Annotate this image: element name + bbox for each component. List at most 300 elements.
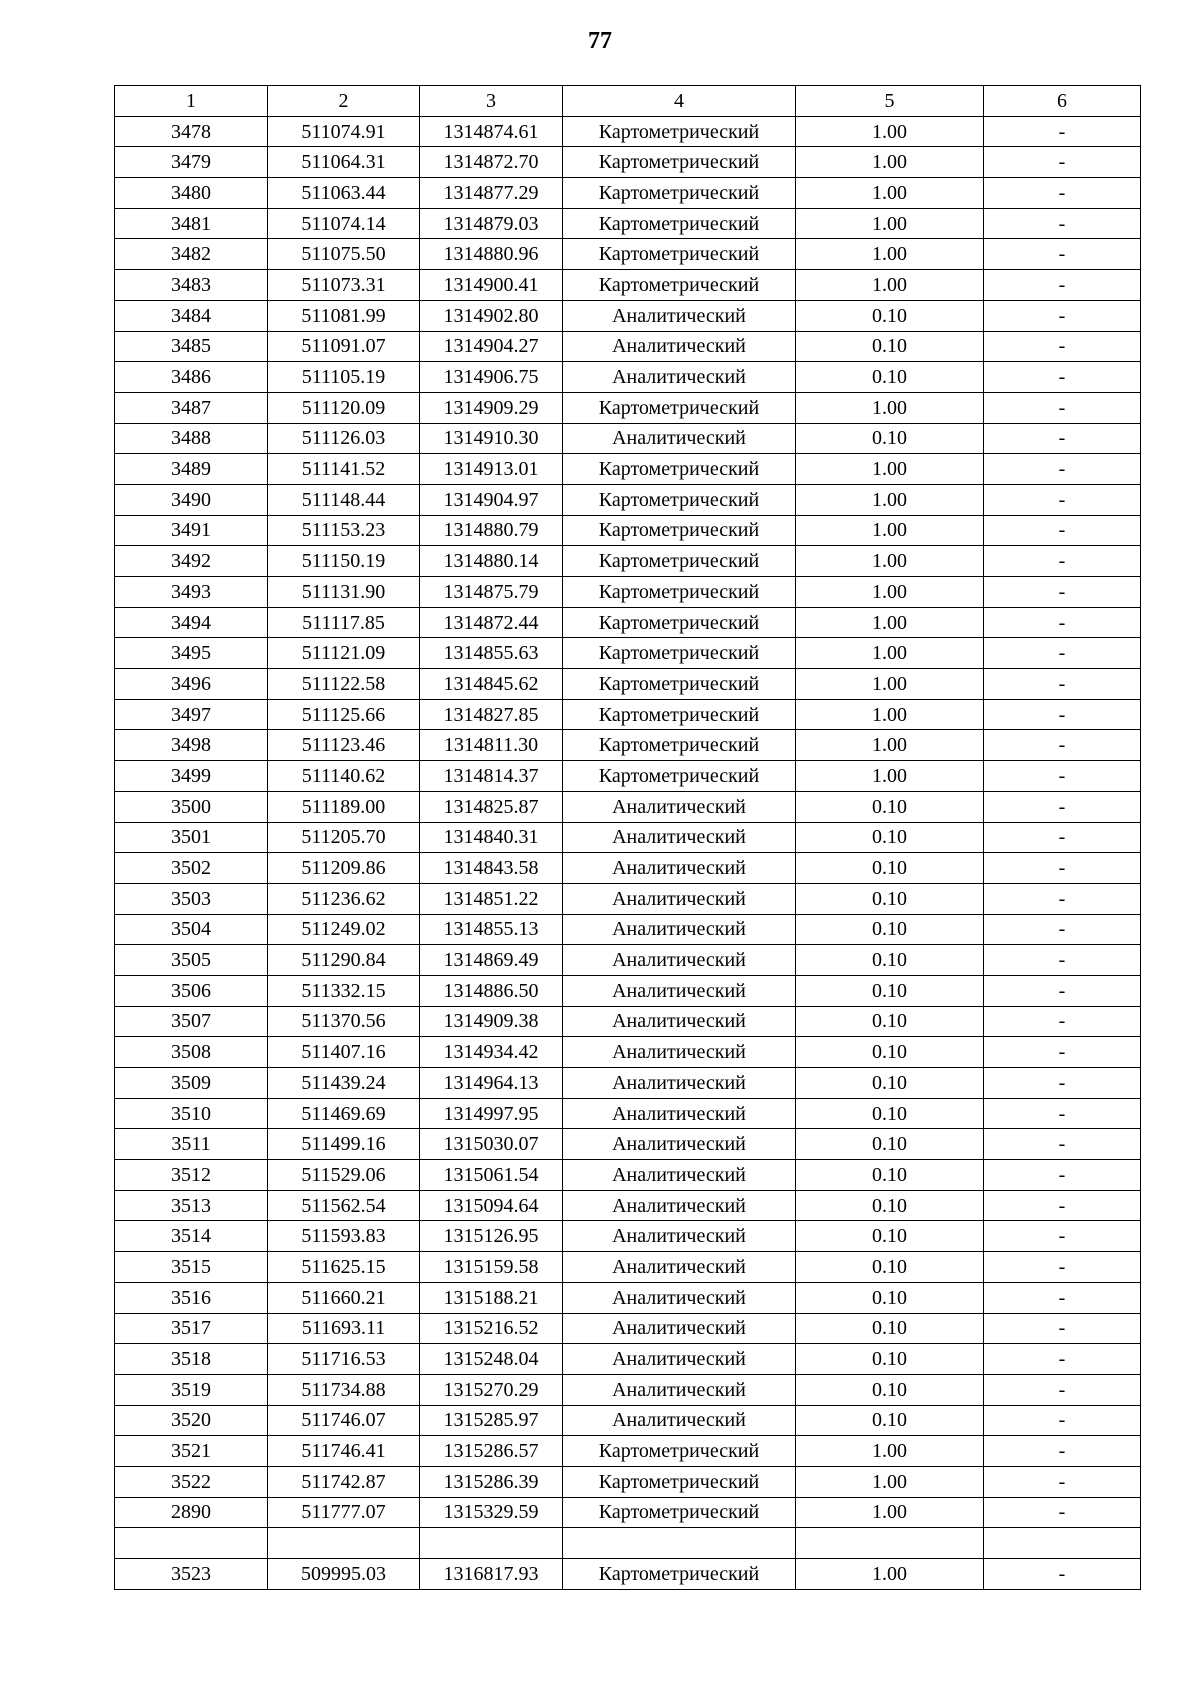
note-cell: -: [984, 1252, 1141, 1283]
point-number-cell: 3519: [115, 1374, 268, 1405]
table-row: [115, 300, 1141, 331]
y-coordinate-cell: 1314964.13: [420, 1068, 563, 1099]
y-coordinate-cell: 1314851.22: [420, 883, 563, 914]
note-cell: -: [984, 883, 1141, 914]
x-coordinate-cell: 511081.99: [268, 300, 420, 331]
x-coordinate-cell: 511499.16: [268, 1129, 420, 1160]
accuracy-cell: 1.00: [796, 454, 984, 485]
y-coordinate-cell: 1314843.58: [420, 853, 563, 884]
x-coordinate-cell: 509995.03: [268, 1559, 420, 1590]
accuracy-cell: 1.00: [796, 699, 984, 730]
table-row: [115, 116, 1141, 147]
note-cell: -: [984, 1129, 1141, 1160]
table-row: [115, 1374, 1141, 1405]
method-cell: Аналитический: [563, 975, 796, 1006]
accuracy-cell: 0.10: [796, 1405, 984, 1436]
table-row: [115, 669, 1141, 700]
method-cell: Аналитический: [563, 914, 796, 945]
point-number-cell: 3522: [115, 1466, 268, 1497]
method-cell: Аналитический: [563, 1098, 796, 1129]
x-coordinate-cell: 511131.90: [268, 577, 420, 608]
x-coordinate-cell: 511742.87: [268, 1466, 420, 1497]
point-number-cell: 3516: [115, 1282, 268, 1313]
accuracy-cell: 0.10: [796, 1068, 984, 1099]
note-cell: -: [984, 638, 1141, 669]
y-coordinate-cell: 1314906.75: [420, 362, 563, 393]
point-number-cell: 3506: [115, 975, 268, 1006]
y-coordinate-cell: 1314872.70: [420, 147, 563, 178]
method-cell: Аналитический: [563, 853, 796, 884]
y-coordinate-cell: 1314877.29: [420, 178, 563, 209]
x-coordinate-cell: 511625.15: [268, 1252, 420, 1283]
point-number-cell: 3495: [115, 638, 268, 669]
x-coordinate-cell: 511073.31: [268, 270, 420, 301]
x-coordinate-cell: 511140.62: [268, 761, 420, 792]
method-cell: Аналитический: [563, 945, 796, 976]
y-coordinate-cell: 1315030.07: [420, 1129, 563, 1160]
x-coordinate-cell: 511091.07: [268, 331, 420, 362]
method-cell: Аналитический: [563, 822, 796, 853]
x-coordinate-cell: 511141.52: [268, 454, 420, 485]
y-coordinate-cell: 1314904.97: [420, 484, 563, 515]
y-coordinate-cell: 1315270.29: [420, 1374, 563, 1405]
x-coordinate-cell: 511125.66: [268, 699, 420, 730]
note-cell: -: [984, 362, 1141, 393]
point-number-cell: [115, 1528, 268, 1559]
note-cell: -: [984, 1098, 1141, 1129]
x-coordinate-cell: 511074.91: [268, 116, 420, 147]
table-row: [115, 1436, 1141, 1467]
x-coordinate-cell: 511734.88: [268, 1374, 420, 1405]
point-number-cell: 3504: [115, 914, 268, 945]
method-cell: Картометрический: [563, 546, 796, 577]
accuracy-cell: 0.10: [796, 1129, 984, 1160]
page-number: 77: [588, 28, 612, 54]
y-coordinate-cell: 1314909.29: [420, 392, 563, 423]
table-row: [115, 945, 1141, 976]
method-cell: Картометрический: [563, 392, 796, 423]
point-number-cell: 3497: [115, 699, 268, 730]
table-row: [115, 546, 1141, 577]
y-coordinate-cell: 1314880.79: [420, 515, 563, 546]
x-coordinate-cell: 511121.09: [268, 638, 420, 669]
y-coordinate-cell: 1314845.62: [420, 669, 563, 700]
table-row: [115, 147, 1141, 178]
note-cell: -: [984, 1559, 1141, 1590]
y-coordinate-cell: 1314909.38: [420, 1006, 563, 1037]
note-cell: -: [984, 730, 1141, 761]
point-number-cell: 2890: [115, 1497, 268, 1528]
note-cell: -: [984, 1160, 1141, 1191]
accuracy-cell: 0.10: [796, 1037, 984, 1068]
point-number-cell: 3482: [115, 239, 268, 270]
point-number-cell: 3515: [115, 1252, 268, 1283]
note-cell: -: [984, 239, 1141, 270]
table-row: [115, 577, 1141, 608]
note-cell: -: [984, 1190, 1141, 1221]
point-number-cell: 3523: [115, 1559, 268, 1590]
accuracy-cell: 1.00: [796, 116, 984, 147]
y-coordinate-cell: 1314874.61: [420, 116, 563, 147]
method-cell: Картометрический: [563, 208, 796, 239]
method-cell: Аналитический: [563, 423, 796, 454]
point-number-cell: 3520: [115, 1405, 268, 1436]
y-coordinate-cell: 1314997.95: [420, 1098, 563, 1129]
table-row: [115, 208, 1141, 239]
point-number-cell: 3513: [115, 1190, 268, 1221]
accuracy-cell: 1.00: [796, 1497, 984, 1528]
point-number-cell: 3512: [115, 1160, 268, 1191]
table-row: [115, 853, 1141, 884]
table-row: [115, 178, 1141, 209]
y-coordinate-cell: 1315159.58: [420, 1252, 563, 1283]
table-row: [115, 822, 1141, 853]
accuracy-cell: 0.10: [796, 1282, 984, 1313]
point-number-cell: 3507: [115, 1006, 268, 1037]
y-coordinate-cell: 1315329.59: [420, 1497, 563, 1528]
table-row: [115, 1282, 1141, 1313]
point-number-cell: 3505: [115, 945, 268, 976]
y-coordinate-cell: 1314902.80: [420, 300, 563, 331]
x-coordinate-cell: 511249.02: [268, 914, 420, 945]
accuracy-cell: 1.00: [796, 147, 984, 178]
accuracy-cell: 1.00: [796, 178, 984, 209]
point-number-cell: 3510: [115, 1098, 268, 1129]
table-body: [115, 116, 1141, 1589]
accuracy-cell: 0.10: [796, 1252, 984, 1283]
accuracy-cell: 1.00: [796, 761, 984, 792]
table-row: [115, 607, 1141, 638]
x-coordinate-cell: 511150.19: [268, 546, 420, 577]
accuracy-cell: 1.00: [796, 515, 984, 546]
y-coordinate-cell: 1315188.21: [420, 1282, 563, 1313]
y-coordinate-cell: 1314904.27: [420, 331, 563, 362]
point-number-cell: 3517: [115, 1313, 268, 1344]
y-coordinate-cell: 1314910.30: [420, 423, 563, 454]
accuracy-cell: 1.00: [796, 270, 984, 301]
x-coordinate-cell: 511290.84: [268, 945, 420, 976]
x-coordinate-cell: 511205.70: [268, 822, 420, 853]
point-number-cell: 3501: [115, 822, 268, 853]
x-coordinate-cell: 511439.24: [268, 1068, 420, 1099]
point-number-cell: 3514: [115, 1221, 268, 1252]
x-coordinate-cell: 511189.00: [268, 791, 420, 822]
method-cell: Картометрический: [563, 116, 796, 147]
accuracy-cell: 1.00: [796, 638, 984, 669]
note-cell: -: [984, 1436, 1141, 1467]
y-coordinate-cell: 1315094.64: [420, 1190, 563, 1221]
method-cell: Аналитический: [563, 331, 796, 362]
accuracy-cell: 0.10: [796, 1160, 984, 1191]
method-cell: Аналитический: [563, 1221, 796, 1252]
column-header: 1: [115, 86, 268, 117]
note-cell: -: [984, 822, 1141, 853]
point-number-cell: 3494: [115, 607, 268, 638]
note-cell: -: [984, 975, 1141, 1006]
y-coordinate-cell: 1314811.30: [420, 730, 563, 761]
method-cell: Картометрический: [563, 577, 796, 608]
table-row: [115, 1252, 1141, 1283]
table-row: [115, 914, 1141, 945]
method-cell: Картометрический: [563, 147, 796, 178]
x-coordinate-cell: 511777.07: [268, 1497, 420, 1528]
y-coordinate-cell: 1314840.31: [420, 822, 563, 853]
table-row: [115, 1559, 1141, 1590]
accuracy-cell: 0.10: [796, 1098, 984, 1129]
method-cell: Картометрический: [563, 484, 796, 515]
point-number-cell: 3499: [115, 761, 268, 792]
method-cell: Картометрический: [563, 761, 796, 792]
note-cell: -: [984, 914, 1141, 945]
point-number-cell: 3486: [115, 362, 268, 393]
method-cell: Картометрический: [563, 515, 796, 546]
x-coordinate-cell: 511209.86: [268, 853, 420, 884]
accuracy-cell: 0.10: [796, 300, 984, 331]
column-header: 6: [984, 86, 1141, 117]
coordinates-table: [114, 85, 1141, 1590]
x-coordinate-cell: 511716.53: [268, 1344, 420, 1375]
note-cell: -: [984, 699, 1141, 730]
accuracy-cell: 0.10: [796, 1313, 984, 1344]
method-cell: Аналитический: [563, 791, 796, 822]
accuracy-cell: 1.00: [796, 208, 984, 239]
x-coordinate-cell: 511064.31: [268, 147, 420, 178]
y-coordinate-cell: 1315248.04: [420, 1344, 563, 1375]
x-coordinate-cell: 511126.03: [268, 423, 420, 454]
note-cell: -: [984, 853, 1141, 884]
accuracy-cell: 1.00: [796, 1466, 984, 1497]
point-number-cell: 3500: [115, 791, 268, 822]
x-coordinate-cell: 511370.56: [268, 1006, 420, 1037]
x-coordinate-cell: 511120.09: [268, 392, 420, 423]
accuracy-cell: 0.10: [796, 1006, 984, 1037]
y-coordinate-cell: 1314855.13: [420, 914, 563, 945]
note-cell: -: [984, 392, 1141, 423]
point-number-cell: 3479: [115, 147, 268, 178]
method-cell: Аналитический: [563, 1252, 796, 1283]
table-row: [115, 362, 1141, 393]
accuracy-cell: 0.10: [796, 822, 984, 853]
y-coordinate-cell: 1314872.44: [420, 607, 563, 638]
method-cell: Картометрический: [563, 270, 796, 301]
note-cell: -: [984, 607, 1141, 638]
x-coordinate-cell: 511469.69: [268, 1098, 420, 1129]
x-coordinate-cell: 511075.50: [268, 239, 420, 270]
accuracy-cell: 0.10: [796, 853, 984, 884]
table-row: [115, 270, 1141, 301]
table-header-row: [115, 86, 1141, 117]
method-cell: Аналитический: [563, 1405, 796, 1436]
point-number-cell: 3488: [115, 423, 268, 454]
x-coordinate-cell: 511105.19: [268, 362, 420, 393]
accuracy-cell: 1.00: [796, 730, 984, 761]
y-coordinate-cell: 1314880.14: [420, 546, 563, 577]
point-number-cell: 3491: [115, 515, 268, 546]
accuracy-cell: 1.00: [796, 484, 984, 515]
table-row: [115, 1129, 1141, 1160]
x-coordinate-cell: 511746.41: [268, 1436, 420, 1467]
point-number-cell: 3493: [115, 577, 268, 608]
note-cell: -: [984, 577, 1141, 608]
method-cell: Аналитический: [563, 300, 796, 331]
table-row: [115, 1344, 1141, 1375]
note-cell: -: [984, 1405, 1141, 1436]
note-cell: -: [984, 1374, 1141, 1405]
table-row: [115, 1068, 1141, 1099]
point-number-cell: 3511: [115, 1129, 268, 1160]
table-row: [115, 883, 1141, 914]
note-cell: -: [984, 1006, 1141, 1037]
note-cell: -: [984, 1344, 1141, 1375]
note-cell: -: [984, 1221, 1141, 1252]
point-number-cell: 3508: [115, 1037, 268, 1068]
table-row: [115, 791, 1141, 822]
x-coordinate-cell: 511693.11: [268, 1313, 420, 1344]
accuracy-cell: 1.00: [796, 1436, 984, 1467]
table-row: [115, 975, 1141, 1006]
table-row: [115, 638, 1141, 669]
point-number-cell: 3480: [115, 178, 268, 209]
accuracy-cell: 0.10: [796, 791, 984, 822]
method-cell: Аналитический: [563, 883, 796, 914]
table-row: [115, 1098, 1141, 1129]
point-number-cell: 3490: [115, 484, 268, 515]
y-coordinate-cell: 1315286.39: [420, 1466, 563, 1497]
point-number-cell: 3503: [115, 883, 268, 914]
note-cell: -: [984, 484, 1141, 515]
accuracy-cell: 0.10: [796, 914, 984, 945]
method-cell: Аналитический: [563, 1344, 796, 1375]
method-cell: Аналитический: [563, 1190, 796, 1221]
y-coordinate-cell: 1314886.50: [420, 975, 563, 1006]
x-coordinate-cell: 511746.07: [268, 1405, 420, 1436]
method-cell: Картометрический: [563, 1436, 796, 1467]
table-row: [115, 239, 1141, 270]
y-coordinate-cell: 1314934.42: [420, 1037, 563, 1068]
table-row: [115, 1405, 1141, 1436]
note-cell: -: [984, 454, 1141, 485]
y-coordinate-cell: 1314875.79: [420, 577, 563, 608]
column-header: 4: [563, 86, 796, 117]
x-coordinate-cell: 511063.44: [268, 178, 420, 209]
table-row: [115, 1313, 1141, 1344]
accuracy-cell: 1.00: [796, 1559, 984, 1590]
note-cell: -: [984, 761, 1141, 792]
y-coordinate-cell: 1316817.93: [420, 1559, 563, 1590]
note-cell: -: [984, 116, 1141, 147]
method-cell: Аналитический: [563, 1068, 796, 1099]
accuracy-cell: 1.00: [796, 607, 984, 638]
accuracy-cell: 1.00: [796, 546, 984, 577]
accuracy-cell: 1.00: [796, 577, 984, 608]
point-number-cell: 3502: [115, 853, 268, 884]
note-cell: -: [984, 147, 1141, 178]
method-cell: Аналитический: [563, 1374, 796, 1405]
y-coordinate-cell: 1314814.37: [420, 761, 563, 792]
method-cell: Картометрический: [563, 1466, 796, 1497]
point-number-cell: 3498: [115, 730, 268, 761]
accuracy-cell: 0.10: [796, 883, 984, 914]
table-row: [115, 392, 1141, 423]
accuracy-cell: 0.10: [796, 975, 984, 1006]
note-cell: -: [984, 178, 1141, 209]
x-coordinate-cell: 511332.15: [268, 975, 420, 1006]
note-cell: -: [984, 1466, 1141, 1497]
note-cell: -: [984, 1313, 1141, 1344]
table-row: [115, 761, 1141, 792]
method-cell: Картометрический: [563, 607, 796, 638]
note-cell: -: [984, 270, 1141, 301]
x-coordinate-cell: 511529.06: [268, 1160, 420, 1191]
point-number-cell: 3484: [115, 300, 268, 331]
method-cell: Картометрический: [563, 1559, 796, 1590]
note-cell: -: [984, 423, 1141, 454]
y-coordinate-cell: 1314900.41: [420, 270, 563, 301]
note-cell: -: [984, 331, 1141, 362]
accuracy-cell: [796, 1528, 984, 1559]
y-coordinate-cell: 1314827.85: [420, 699, 563, 730]
method-cell: Аналитический: [563, 1160, 796, 1191]
point-number-cell: 3485: [115, 331, 268, 362]
y-coordinate-cell: 1314880.96: [420, 239, 563, 270]
note-cell: -: [984, 1037, 1141, 1068]
x-coordinate-cell: 511117.85: [268, 607, 420, 638]
x-coordinate-cell: 511148.44: [268, 484, 420, 515]
y-coordinate-cell: 1314855.63: [420, 638, 563, 669]
point-number-cell: 3489: [115, 454, 268, 485]
table-row: [115, 1006, 1141, 1037]
table-row: [115, 1466, 1141, 1497]
y-coordinate-cell: [420, 1528, 563, 1559]
y-coordinate-cell: 1314825.87: [420, 791, 563, 822]
table-row: [115, 1221, 1141, 1252]
accuracy-cell: 0.10: [796, 1374, 984, 1405]
y-coordinate-cell: 1315285.97: [420, 1405, 563, 1436]
y-coordinate-cell: 1315286.57: [420, 1436, 563, 1467]
table-row: [115, 730, 1141, 761]
accuracy-cell: 0.10: [796, 1190, 984, 1221]
point-number-cell: 3492: [115, 546, 268, 577]
accuracy-cell: 0.10: [796, 1344, 984, 1375]
method-cell: Аналитический: [563, 1282, 796, 1313]
note-cell: [984, 1528, 1141, 1559]
accuracy-cell: 0.10: [796, 423, 984, 454]
point-number-cell: 3483: [115, 270, 268, 301]
y-coordinate-cell: 1315061.54: [420, 1160, 563, 1191]
note-cell: -: [984, 1497, 1141, 1528]
accuracy-cell: 0.10: [796, 331, 984, 362]
method-cell: Картометрический: [563, 699, 796, 730]
accuracy-cell: 0.10: [796, 362, 984, 393]
x-coordinate-cell: 511593.83: [268, 1221, 420, 1252]
column-header: 3: [420, 86, 563, 117]
point-number-cell: 3478: [115, 116, 268, 147]
note-cell: -: [984, 515, 1141, 546]
table-row: [115, 331, 1141, 362]
y-coordinate-cell: 1314869.49: [420, 945, 563, 976]
y-coordinate-cell: 1314879.03: [420, 208, 563, 239]
note-cell: -: [984, 791, 1141, 822]
column-header: 2: [268, 86, 420, 117]
accuracy-cell: 1.00: [796, 239, 984, 270]
note-cell: -: [984, 1068, 1141, 1099]
note-cell: -: [984, 208, 1141, 239]
table-row: [115, 1190, 1141, 1221]
table-row: [115, 1160, 1141, 1191]
method-cell: Картометрический: [563, 178, 796, 209]
method-cell: Аналитический: [563, 1313, 796, 1344]
point-number-cell: 3496: [115, 669, 268, 700]
